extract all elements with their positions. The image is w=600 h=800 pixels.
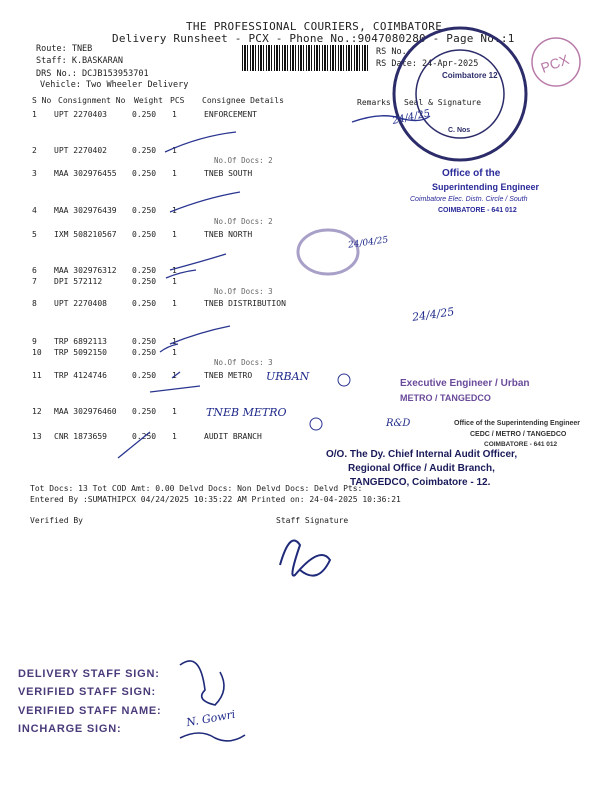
cedc-stamp-line2: CEDC / METRO / TANGEDCO (470, 431, 567, 438)
row-sno: 1 (32, 110, 37, 119)
row-pcs: 1 (172, 299, 177, 308)
row-consignment: TRP 5092150 (54, 348, 107, 357)
company-title: THE PROFESSIONAL COURIERS, COIMBATORE (186, 20, 443, 33)
row-consignment: TRP 4124746 (54, 371, 107, 380)
row-consignment: DPI 572112 (54, 277, 103, 286)
col-remarks: Remarks (357, 98, 391, 107)
incharge-signature (180, 733, 245, 741)
row-sno: 13 (32, 432, 42, 441)
row-pcs: 1 (172, 277, 177, 286)
hand-date-1: 24/4/25 (391, 108, 432, 127)
vehicle-field: Vehicle: Two Wheeler Delivery (40, 80, 189, 90)
docs-note: No.Of Docs: 2 (214, 217, 273, 226)
row-weight: 0.250 (132, 277, 157, 286)
row-details: ENFORCEMENT (204, 110, 257, 119)
row-weight: 0.250 (132, 169, 157, 178)
hand-date-3: 24/4/25 (411, 305, 456, 324)
col-sno: S No (32, 96, 52, 105)
row-sno: 7 (32, 277, 37, 286)
row-pcs: 1 (172, 348, 177, 357)
faded-round-stamp (298, 230, 358, 274)
row-weight: 0.250 (132, 432, 157, 441)
row-weight: 0.250 (132, 299, 157, 308)
ee-stamp-line2: METRO / TANGEDCO (400, 393, 491, 403)
row-pcs: 1 (172, 266, 177, 275)
row-details: TNEB SOUTH (204, 169, 253, 178)
row-sno: 11 (32, 371, 42, 380)
col-details: Consignee Details (202, 96, 284, 105)
totals-line: Tot Docs: 13 Tot COD Amt: 0.00 Delvd Docs: Non Delvd Docs: Delvd Pts: (30, 484, 363, 493)
circle-mark (338, 374, 350, 386)
hand-name: N. Gowri (185, 707, 237, 730)
row-consignment: CNR 1873659 (54, 432, 107, 441)
row-pcs: 1 (172, 337, 177, 346)
verified-staff-sign-label: VERIFIED STAFF SIGN: (18, 686, 157, 698)
rs-number: RS No.: (376, 47, 412, 57)
col-consignment: Consignment No (58, 96, 126, 105)
row-sno: 4 (32, 206, 37, 215)
row-sno: 12 (32, 407, 42, 416)
rs-date: RS Date: 24-Apr-2025 (376, 59, 479, 69)
row-consignment: MAA 302976455 (54, 169, 117, 178)
row-weight: 0.250 (132, 337, 157, 346)
pcx-stamp (532, 38, 580, 86)
staff-signature-label: Staff Signature (276, 516, 349, 525)
pcx-text: PCX (538, 51, 572, 76)
rs-circle-seal (394, 28, 526, 160)
row-weight: 0.250 (132, 266, 157, 275)
audit-stamp-line3: TANGEDCO, Coimbatore - 12. (350, 477, 491, 488)
row-weight: 0.250 (132, 348, 157, 357)
col-pcs: PCS (170, 96, 185, 105)
verified-staff-name-label: VERIFIED STAFF NAME: (18, 705, 162, 717)
row-sno: 2 (32, 146, 37, 155)
row-sno: 9 (32, 337, 37, 346)
audit-stamp-line2: Regional Office / Audit Branch, (348, 463, 495, 474)
row-sno: 6 (32, 266, 37, 275)
row-consignment: MAA 302976439 (54, 206, 117, 215)
route-field: Route: TNEB (36, 44, 93, 54)
se-stamp-line1: Superintending Engineer (432, 182, 540, 192)
row-consignment: UPT 2270408 (54, 299, 107, 308)
row-consignment: MAA 302976460 (54, 407, 117, 416)
row-pcs: 1 (172, 230, 177, 239)
row-details: AUDIT BRANCH (204, 432, 262, 441)
row-consignment: IXM 508210567 (54, 230, 117, 239)
docs-note: No.Of Docs: 3 (214, 287, 273, 296)
row-sno: 10 (32, 348, 42, 357)
docs-note: No.Of Docs: 3 (214, 358, 273, 367)
row-sno: 5 (32, 230, 37, 239)
delivery-staff-signature (180, 661, 224, 705)
row-weight: 0.250 (132, 407, 157, 416)
audit-stamp-line1: O/O. The Dy. Chief Internal Audit Officer, (326, 449, 518, 460)
row-weight: 0.250 (132, 110, 157, 119)
row-weight: 0.250 (132, 146, 157, 155)
circle-mark (310, 418, 322, 430)
ee-stamp-line1: Executive Engineer / Urban (400, 378, 530, 389)
cedc-stamp-line3: COIMBATORE - 641 012 (484, 441, 558, 448)
se-stamp-line2: Coimbatore Elec. Distn. Circle / South (410, 196, 528, 203)
row-pcs: 1 (172, 110, 177, 119)
row-weight: 0.250 (132, 206, 157, 215)
hand-date-2: 24/04/25 (347, 235, 389, 251)
hand-urban: URBAN (266, 370, 310, 383)
drs-number: DRS No.: DCJB153953701 (36, 69, 149, 79)
row-pcs: 1 (172, 206, 177, 215)
row-consignment: UPT 2270402 (54, 146, 107, 155)
row-consignment: MAA 302976312 (54, 266, 117, 275)
row-weight: 0.250 (132, 230, 157, 239)
cedc-stamp-line1: Office of the Superintending Engineer (454, 420, 581, 427)
docs-note: No.Of Docs: 2 (214, 156, 273, 165)
runsheet-title: Delivery Runsheet - PCX - Phone No.:9047080280 - Page No.:1 (112, 32, 515, 45)
se-stamp-line3: COIMBATORE - 641 012 (438, 207, 517, 214)
row-consignment: UPT 2270403 (54, 110, 107, 119)
row-pcs: 1 (172, 146, 177, 155)
row-weight: 0.250 (132, 371, 157, 380)
row-consignment: TRP 6892113 (54, 337, 107, 346)
entered-by-line: Entered By :SUMATHIPCX 04/24/2025 10:35:22 AM Printed on: 24-04-2025 10:36:21 (30, 495, 401, 504)
col-weight: Weight (134, 96, 163, 105)
coimbatore-12-text: Coimbatore 12 (442, 71, 498, 80)
row-details: TNEB NORTH (204, 230, 253, 239)
incharge-sign-label: INCHARGE SIGN: (18, 723, 122, 735)
staff-field: Staff: K.BASKARAN (36, 56, 123, 66)
se-stamp-title: Office of the (442, 168, 501, 179)
row-sno: 8 (32, 299, 37, 308)
row-pcs: 1 (172, 371, 177, 380)
row-details: TNEB DISTRIBUTION (204, 299, 286, 308)
hand-tneb-metro: TNEB METRO (206, 406, 287, 419)
verified-by-label: Verified By (30, 516, 83, 525)
row-pcs: 1 (172, 407, 177, 416)
row-pcs: 1 (172, 432, 177, 441)
staff-signature-scribble (280, 541, 330, 576)
row-pcs: 1 (172, 169, 177, 178)
row-sno: 3 (32, 169, 37, 178)
circle-cnos: C. Nos (448, 127, 471, 134)
row-details: TNEB METRO (204, 371, 253, 380)
delivery-staff-sign-label: DELIVERY STAFF SIGN: (18, 668, 160, 680)
hand-recd: R&D (386, 418, 411, 429)
col-seal: Seal & Signature (404, 98, 482, 107)
